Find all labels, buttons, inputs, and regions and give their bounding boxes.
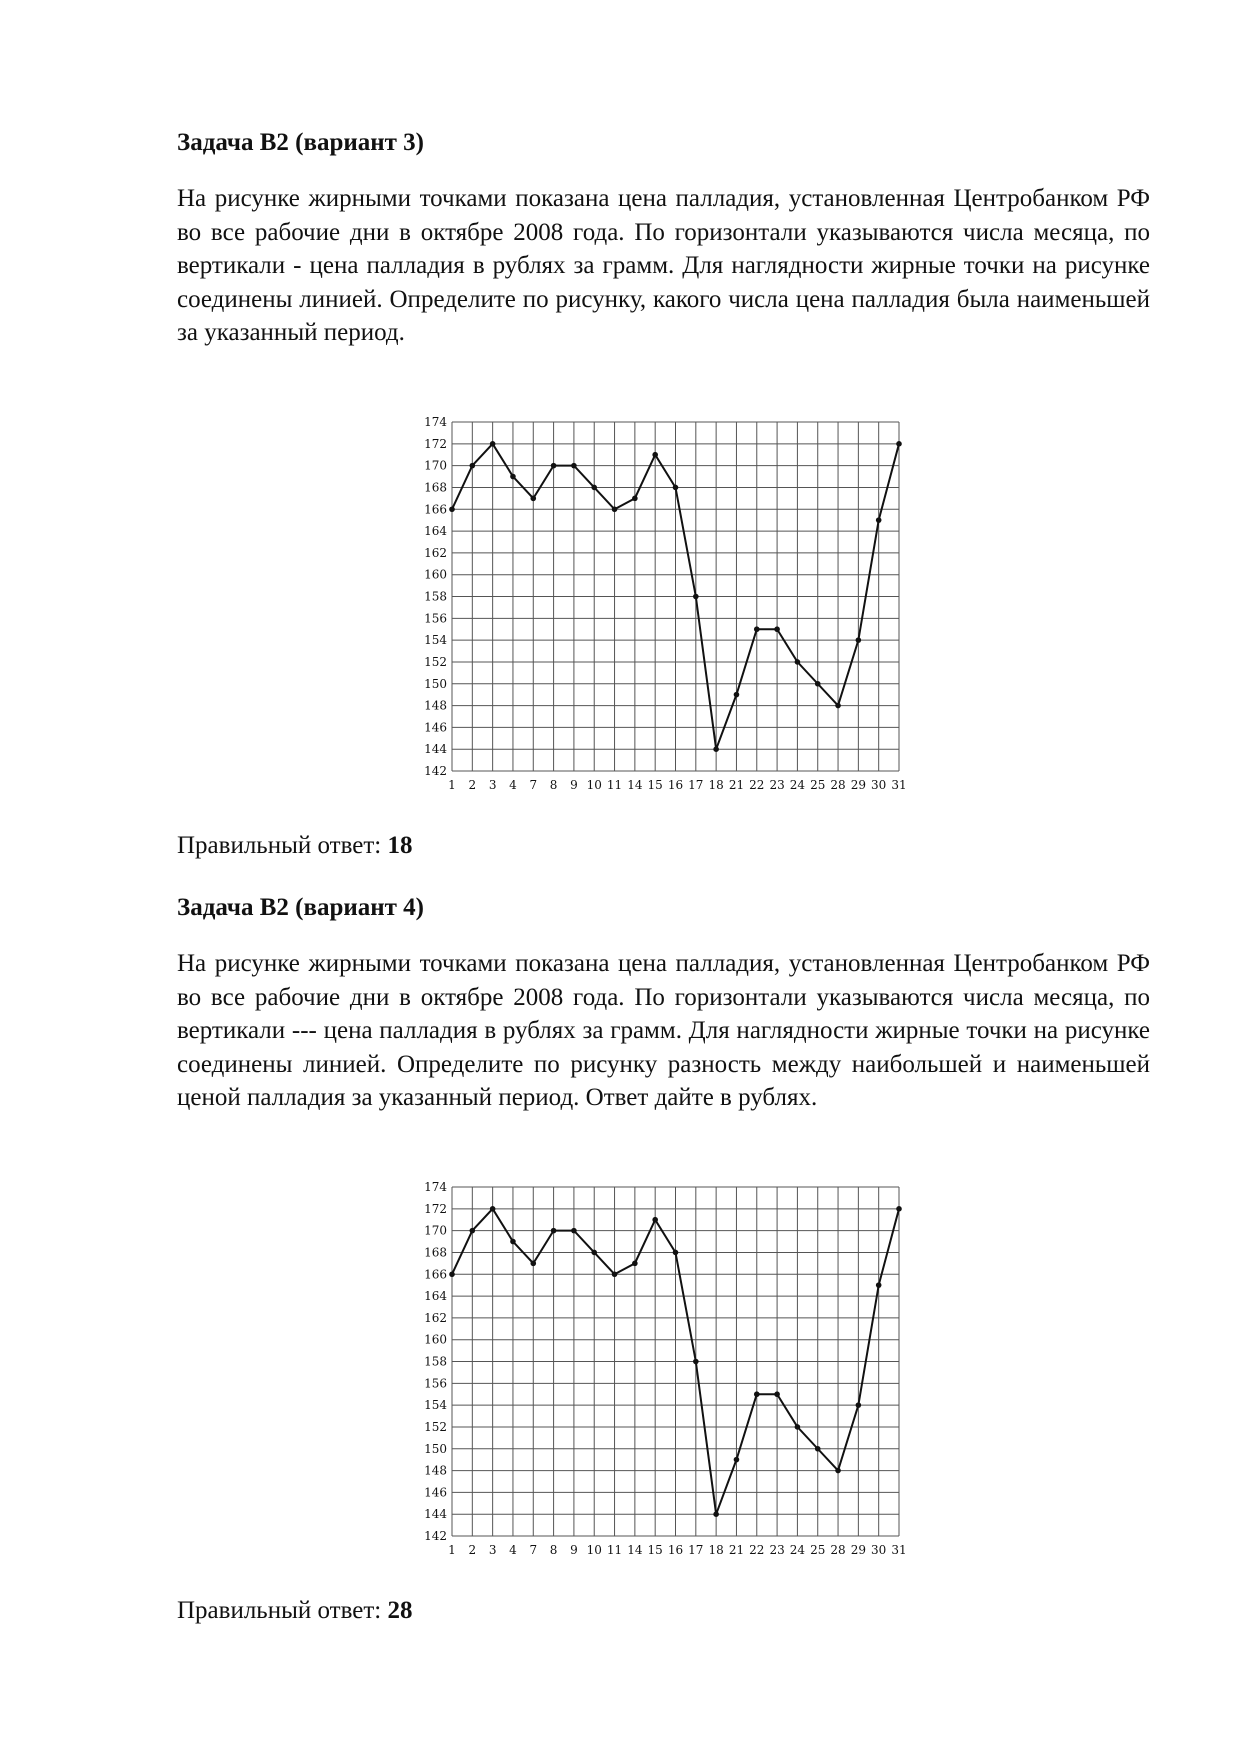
line-chart: [405, 1173, 915, 1573]
x-tick-label: 14: [627, 1543, 643, 1557]
data-point: [795, 659, 801, 665]
x-tick-label: 21: [728, 778, 745, 792]
y-tick-label: 150: [424, 676, 447, 691]
x-tick-label: 15: [647, 1543, 663, 1557]
data-point: [876, 517, 882, 523]
y-tick-label: 160: [424, 1332, 447, 1347]
data-point: [896, 441, 902, 447]
answer-label: Правильный ответ:: [177, 832, 382, 859]
x-tick-label: 17: [688, 778, 704, 792]
data-point: [612, 506, 618, 512]
task-variant-3: [177, 128, 1150, 350]
x-tick-label: 8: [549, 778, 558, 792]
x-tick-label: 21: [728, 1543, 745, 1557]
data-point: [734, 1457, 740, 1463]
task-title: Задача B2 (вариант 4): [177, 894, 425, 921]
data-point: [571, 1228, 577, 1234]
x-tick-label: 10: [586, 1543, 602, 1557]
task-text: На рисунке жирными точками показана цена палладия, установленная Центробанком РФ во все рабочие дни в октябре 2008 года. По горизонтали указываются числа месяца, по вертикали --- цена палладия в рублях за грамм. Для наглядности жирные точки на рисунке соединены линией. Определите по рисунку разность между наибольшей и наименьшей ценой палладия за указанный период. Ответ дайте в рублях.: [177, 950, 1150, 1111]
data-point: [470, 1228, 476, 1234]
x-tick-label: 31: [891, 1543, 907, 1557]
answer-value: 28: [387, 1597, 413, 1624]
x-tick-label: 4: [509, 778, 517, 792]
y-tick-label: 160: [424, 567, 447, 582]
data-point: [815, 1446, 821, 1452]
y-tick-label: 164: [424, 1289, 447, 1304]
data-point: [673, 485, 679, 491]
y-tick-label: 144: [424, 742, 447, 757]
data-point: [693, 594, 699, 600]
palladium-price-chart-variant-3: [405, 408, 915, 808]
y-tick-label: 162: [424, 1310, 447, 1325]
x-tick-label: 7: [529, 1543, 538, 1557]
y-tick-label: 166: [424, 1267, 447, 1282]
y-tick-label: 156: [424, 1376, 447, 1391]
data-point: [449, 506, 455, 512]
data-point: [734, 692, 740, 698]
y-tick-label: 154: [424, 1398, 447, 1413]
data-point: [713, 746, 719, 752]
x-tick-label: 14: [627, 778, 643, 792]
y-tick-label: 158: [424, 1354, 447, 1369]
data-point: [652, 1217, 658, 1223]
data-point: [591, 1250, 597, 1256]
x-tick-label: 25: [810, 778, 826, 792]
data-point: [774, 1391, 780, 1397]
palladium-price-chart-variant-4: [405, 1173, 915, 1573]
x-tick-label: 22: [749, 1543, 765, 1557]
x-tick-label: 29: [850, 778, 867, 792]
data-point: [449, 1271, 455, 1277]
y-tick-label: 146: [424, 720, 447, 735]
x-tick-label: 28: [830, 778, 846, 792]
answer-label: Правильный ответ:: [177, 1597, 382, 1624]
y-tick-label: 152: [424, 1419, 447, 1434]
data-point: [571, 463, 577, 469]
y-tick-label: 166: [424, 502, 447, 517]
data-point: [470, 463, 476, 469]
data-point: [673, 1250, 679, 1256]
x-tick-label: 29: [850, 1543, 867, 1557]
x-tick-label: 24: [789, 1543, 806, 1557]
y-tick-label: 142: [424, 764, 447, 778]
data-point: [815, 681, 821, 687]
y-tick-label: 168: [424, 480, 447, 495]
x-tick-label: 22: [749, 778, 765, 792]
y-tick-label: 156: [424, 611, 447, 626]
data-point: [530, 1261, 536, 1267]
data-point: [835, 1468, 841, 1474]
data-point: [754, 1391, 760, 1397]
y-tick-label: 170: [424, 1223, 447, 1238]
task-text: На рисунке жирными точками показана цена палладия, установленная Центробанком РФ во все рабочие дни в октябре 2008 года. По горизонтали указываются числа месяца, по вертикали - цена палладия в рублях за грамм. Для наглядности жирные точки на рисунке соединены линией. Определите по рисунку, какого числа цена палладия была наименьшей за указанный период.: [177, 185, 1150, 346]
data-point: [713, 1511, 719, 1517]
data-point: [693, 1359, 699, 1365]
answer-value: 18: [387, 832, 413, 859]
y-tick-label: 142: [424, 1529, 447, 1543]
y-tick-label: 170: [424, 458, 447, 473]
line-chart: [405, 408, 915, 808]
data-point: [876, 1282, 882, 1288]
x-tick-label: 1: [448, 1543, 456, 1557]
x-tick-label: 2: [468, 778, 477, 792]
x-tick-label: 31: [891, 778, 907, 792]
x-tick-label: 18: [708, 778, 724, 792]
data-point: [490, 1206, 496, 1212]
x-tick-label: 23: [769, 778, 785, 792]
data-point: [896, 1206, 902, 1212]
x-tick-label: 25: [810, 1543, 826, 1557]
data-point: [632, 1261, 638, 1267]
y-tick-label: 168: [424, 1245, 447, 1260]
data-point: [856, 1402, 862, 1408]
x-tick-label: 18: [708, 1543, 724, 1557]
x-tick-label: 8: [549, 1543, 558, 1557]
data-point: [652, 452, 658, 458]
data-point: [591, 485, 597, 491]
data-point: [551, 1228, 557, 1234]
data-point: [632, 496, 638, 502]
data-point: [551, 463, 557, 469]
task-variant-4: [177, 893, 1150, 1115]
y-tick-label: 172: [424, 1201, 447, 1216]
x-tick-label: 9: [570, 1543, 578, 1557]
data-point: [835, 703, 841, 709]
x-tick-label: 4: [509, 1543, 517, 1557]
y-tick-label: 174: [424, 415, 447, 429]
x-tick-label: 9: [570, 778, 578, 792]
y-tick-label: 162: [424, 545, 447, 560]
x-tick-label: 16: [667, 778, 684, 792]
x-tick-label: 23: [769, 1543, 785, 1557]
data-point: [530, 496, 536, 502]
y-tick-label: 148: [424, 1463, 447, 1478]
answer-variant-3: [177, 831, 413, 861]
x-tick-label: 11: [606, 778, 623, 792]
grid: [452, 422, 899, 771]
y-tick-label: 144: [424, 1507, 447, 1522]
task-title: Задача B2 (вариант 3): [177, 129, 425, 156]
x-tick-label: 17: [688, 1543, 704, 1557]
x-tick-label: 24: [789, 778, 806, 792]
x-tick-label: 3: [488, 1543, 497, 1557]
data-point: [612, 1271, 618, 1277]
x-tick-label: 10: [586, 778, 602, 792]
y-tick-label: 174: [424, 1180, 447, 1194]
answer-variant-4: [177, 1596, 413, 1626]
x-tick-label: 2: [468, 1543, 477, 1557]
data-point: [490, 441, 496, 447]
data-point: [795, 1424, 801, 1430]
x-tick-label: 30: [871, 1543, 887, 1557]
y-tick-label: 150: [424, 1441, 447, 1456]
y-tick-label: 146: [424, 1485, 447, 1500]
x-tick-label: 1: [448, 778, 456, 792]
x-tick-label: 15: [647, 778, 663, 792]
data-point: [510, 1239, 516, 1245]
grid: [452, 1187, 899, 1536]
data-point: [856, 637, 862, 643]
y-tick-label: 148: [424, 698, 447, 713]
y-tick-label: 158: [424, 589, 447, 604]
x-tick-label: 30: [871, 778, 887, 792]
y-tick-label: 152: [424, 654, 447, 669]
x-tick-label: 11: [606, 1543, 623, 1557]
y-tick-label: 172: [424, 436, 447, 451]
x-tick-label: 28: [830, 1543, 846, 1557]
y-tick-label: 164: [424, 524, 447, 539]
data-point: [510, 474, 516, 480]
data-point: [774, 626, 780, 632]
x-tick-label: 16: [667, 1543, 684, 1557]
x-tick-label: 7: [529, 778, 538, 792]
x-tick-label: 3: [488, 778, 497, 792]
y-tick-label: 154: [424, 633, 447, 648]
data-point: [754, 626, 760, 632]
